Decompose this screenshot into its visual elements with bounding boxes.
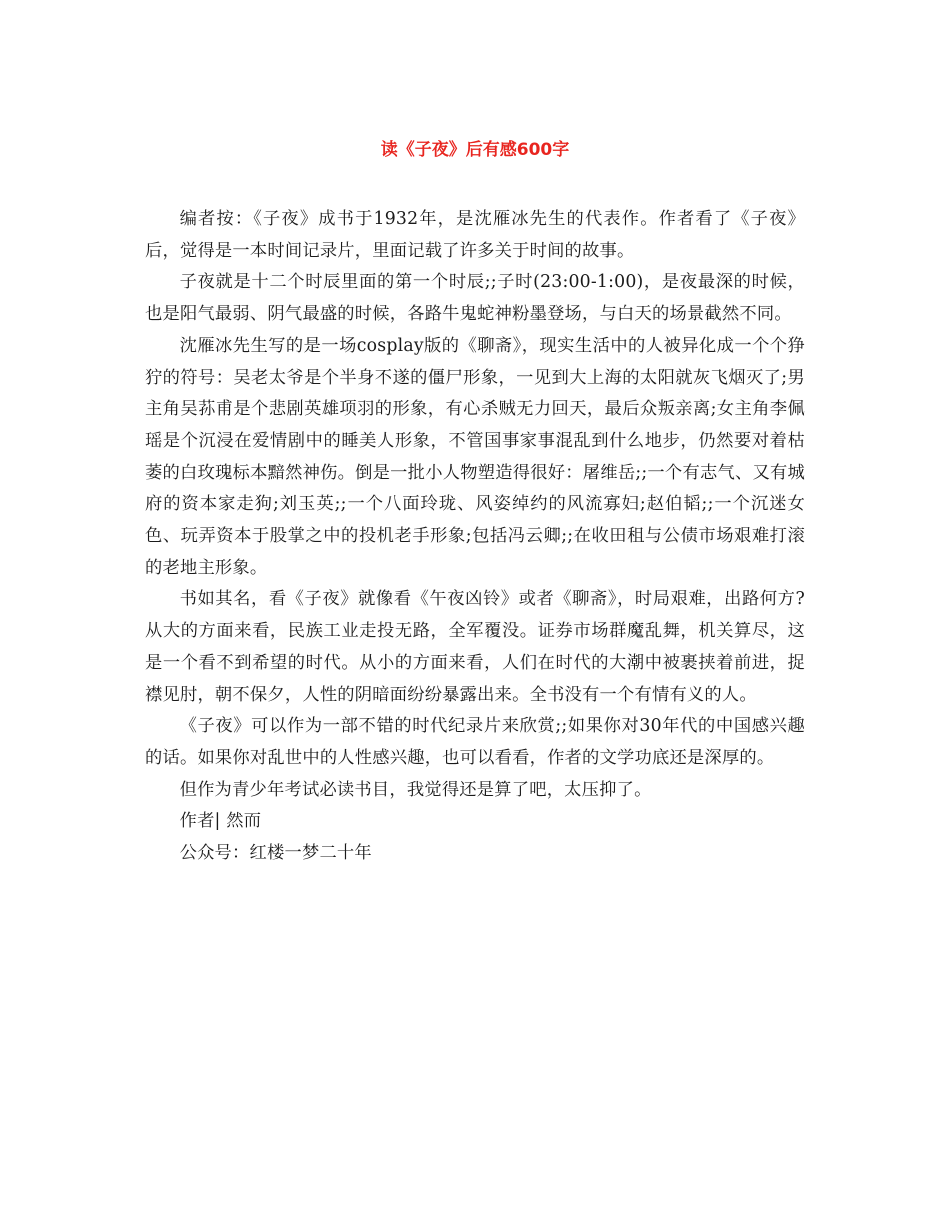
paragraph-characters: 沈雁冰先生写的是一场cosplay版的《聊斋》，现实生活中的人被异化成一个个狰狞的符号：吴老太爷是个半身不遂的僵尸形象，一见到大上海的太阳就灰飞烟灭了;男主角吴荪甫是个悲剧英雄项羽的形象，有心杀贼无力回天，最后众叛亲离;女主角李佩瑶是个沉浸在爱情剧中的睡美人形象，不管国事家事混乱到什么地步，仍然要对着枯萎的白玫瑰标本黯然神伤。倒是一批小人物塑造得很好：屠维岳;;一个有志气、又有城府的资本家走狗;刘玉英;;一个八面玲珑、风姿绰约的风流寡妇;赵伯韬;;一个沉迷女色、玩弄资本于股掌之中的投机老手形象;包括冯云卿;;在收田租与公债市场艰难打滚的老地主形象。 (145, 335, 805, 578)
paragraph-editor-note: 编者按：《子夜》成书于1932年，是沈雁冰先生的代表作。作者看了《子夜》后，觉得是一本时间记录片，里面记载了许多关于时间的故事。 (145, 209, 805, 261)
paragraph-ziye-meaning: 子夜就是十二个时辰里面的第一个时辰;;子时(23:00-1:00)，是夜最深的时候，也是阳气最弱、阴气最盛的时候，各路牛鬼蛇神粉墨登场，与白天的场景截然不同。 (145, 272, 805, 325)
paragraph-author: 作者| 然而 (179, 811, 262, 832)
paragraph-era: 书如其名，看《子夜》就像看《午夜凶铃》或者《聊斋》，时局艰难，出路何方?从大的方面来看，民族工业走投无路，全军覆没。证券市场群魔乱舞，机关算尽，这是一个看不到希望的时代。从小的方面来看，人们在时代的大潮中被裹挟着前进，捉襟见肘，朝不保夕，人性的阴暗面纷纷暴露出来。全书没有一个有情有义的人。 (145, 589, 805, 705)
paragraph-account: 公众号：红楼一梦二十年 (179, 843, 372, 864)
paragraph-conclusion: 但作为青少年考试必读书目，我觉得还是算了吧，太压抑了。 (179, 779, 652, 800)
document-body (145, 204, 805, 870)
paragraph-recommendation: 《子夜》可以作为一部不错的时代纪录片来欣赏;;如果你对30年代的中国感兴趣的话。如果你对乱世中的人性感兴趣，也可以看看，作者的文学功底还是深厚的。 (145, 716, 805, 768)
document-title: 读《子夜》后有感600字 (380, 140, 570, 160)
